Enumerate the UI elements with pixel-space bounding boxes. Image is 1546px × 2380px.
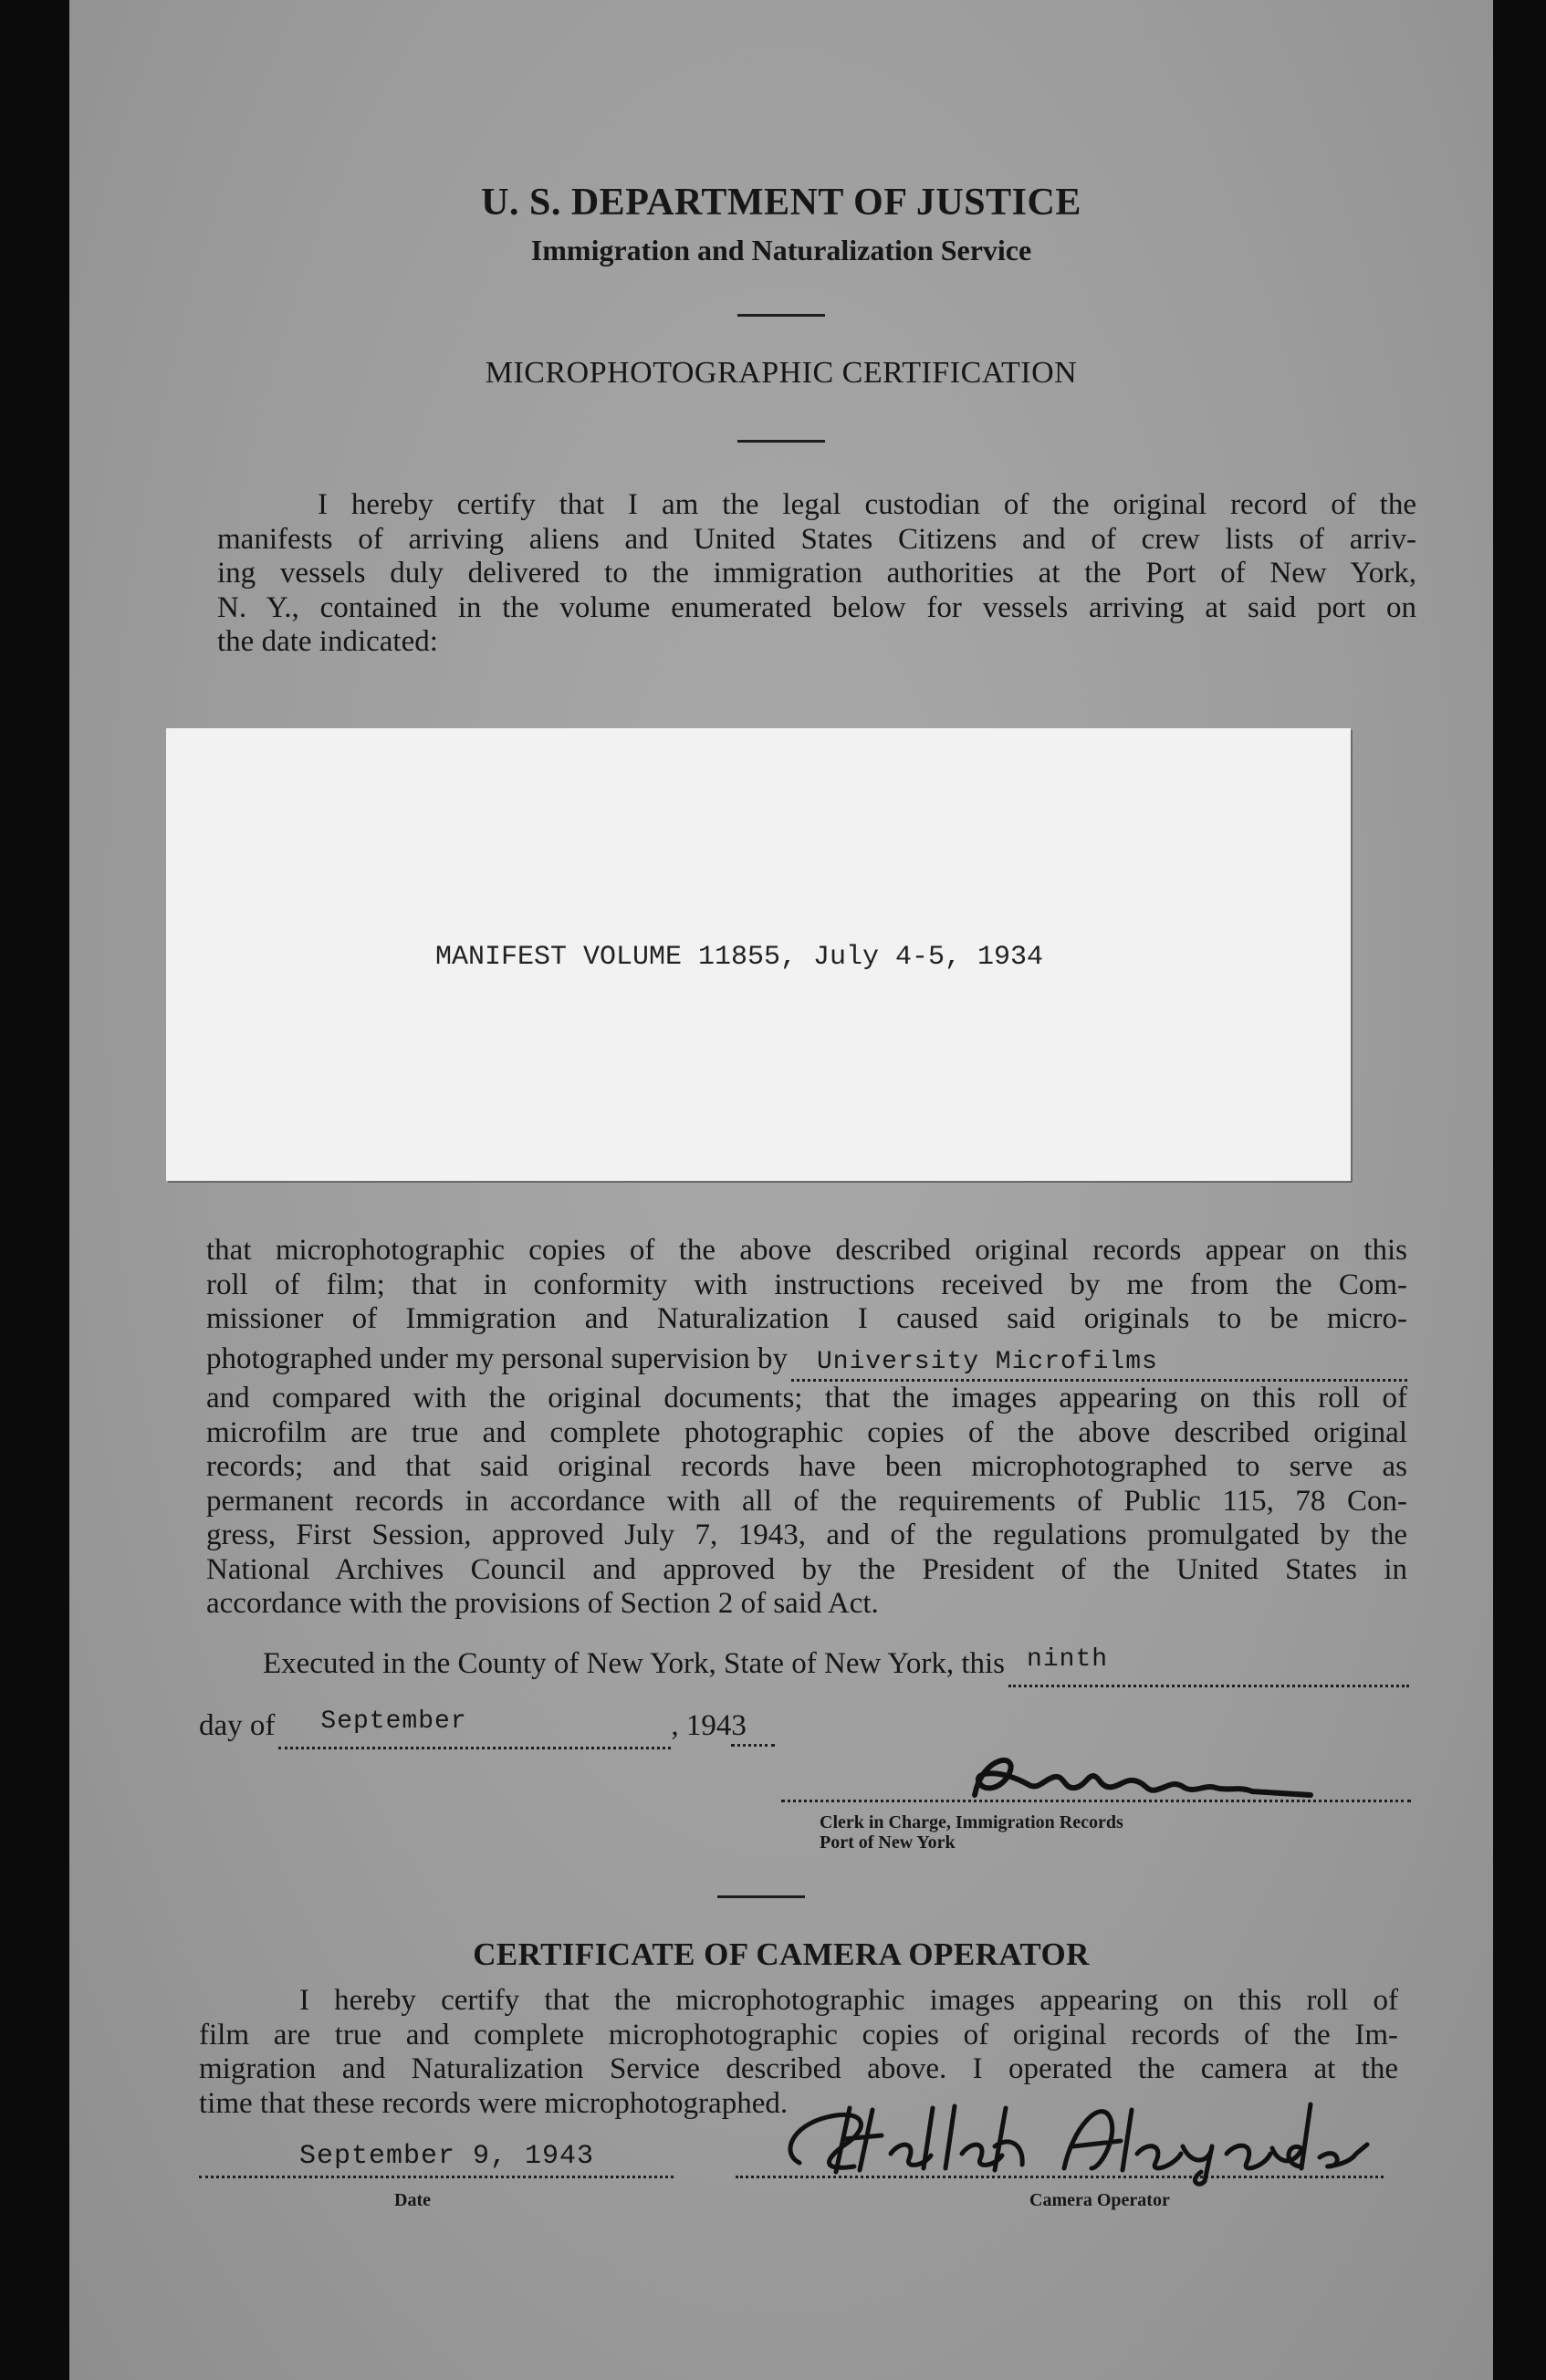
execution-line [263,1647,1409,1687]
document-page [69,0,1493,2380]
body-line: missioner of Immigration and Naturalization I caused said originals to be micro- [206,1302,1407,1335]
intro-paragraph [217,488,1416,660]
body-line: National Archives Council and approved by the President of the United States in [206,1552,1407,1586]
year-field [731,1709,775,1747]
year-digit: 3 [731,1709,747,1742]
supervision-prefix: photographed under my personal supervision by [206,1341,788,1375]
intro-line: N. Y., contained in the volume enumerated below for vessels arriving at said port on [217,590,1416,624]
execution-prefix: Executed in the County of New York, State of New York, this [263,1647,1006,1680]
operator-line: film are true and complete microphotographic copies of original records of the Im- [199,2018,1398,2051]
operator-label: Camera Operator [1029,2190,1170,2210]
operator-date-value: September 9, 1943 [299,2141,595,2172]
intro-line: I hereby certify that I am the legal custodian of the original record of the [318,488,1416,521]
operator-line: I hereby certify that the microphotographic images appearing on this roll of [299,1984,1398,2017]
body-line: microfilm are true and complete photographic copies of the above described original [206,1415,1407,1449]
service-subheading: Immigration and Naturalization Service [530,234,1032,266]
operator-date-label: Date [394,2190,431,2210]
operator-line: migration and Naturalization Service described above. I operated the camera at the [199,2052,1398,2085]
intro-line: the date indicated: [217,625,438,658]
divider [717,1895,805,1898]
supervision-value: University Microfilms [816,1347,1158,1376]
supervision-line [206,1342,1407,1383]
operator-signature [763,2090,1384,2190]
body-line: and compared with the original documents; that the images appearing on this roll of [206,1382,1407,1414]
body-line: accordance with the provisions of Section 2 of said Act. [206,1587,879,1620]
department-heading: U. S. DEPARTMENT OF JUSTICE [481,182,1081,224]
body-line: records; and that said original records have been microphotographed to serve as [206,1450,1407,1483]
clerk-port: Port of New York [820,1832,956,1853]
execution-day-value: ninth [1027,1645,1109,1674]
certification-title: MICROPHOTOGRAPHIC CERTIFICATION [485,356,1078,390]
clerk-signature-line [781,1792,1411,1802]
month-value: September [320,1707,467,1736]
body-line: permanent records in accordance with all of the requirements of Public 115, 78 Con- [206,1484,1407,1518]
divider [737,440,825,443]
clerk-title: Clerk in Charge, Immigration Records [820,1812,1123,1832]
execution-date-line [199,1709,893,1749]
body-line: roll of film; that in conformity with instructions received by me from the Com- [206,1268,1407,1301]
manifest-volume-text: MANIFEST VOLUME 11855, July 4-5, 1934 [434,942,1044,973]
body-line: gress, First Session, approved July 7, 1943, and of the regulations promulgated by the [206,1519,1407,1551]
body-paragraph [206,1234,1407,1622]
intro-line: manifests of arriving aliens and United States Citizens and of crew lists of arriv- [217,522,1416,556]
divider [737,314,825,317]
day-of-label: day of [199,1709,276,1742]
operator-line: time that these records were microphotographed. [199,2086,789,2120]
supervision-field [791,1345,1407,1383]
intro-line: ing vessels duly delivered to the immigration authorities at the Port of New York, [217,557,1416,590]
execution-day-field [1008,1647,1409,1687]
year-prefix: , 194 [671,1709,732,1742]
body-line: that microphotographic copies of the above described original records appear on this [206,1234,1407,1267]
operator-certificate-title: CERTIFICATE OF CAMERA OPERATOR [473,1936,1090,1972]
operator-date-field [199,2143,674,2178]
month-field [278,1709,671,1749]
